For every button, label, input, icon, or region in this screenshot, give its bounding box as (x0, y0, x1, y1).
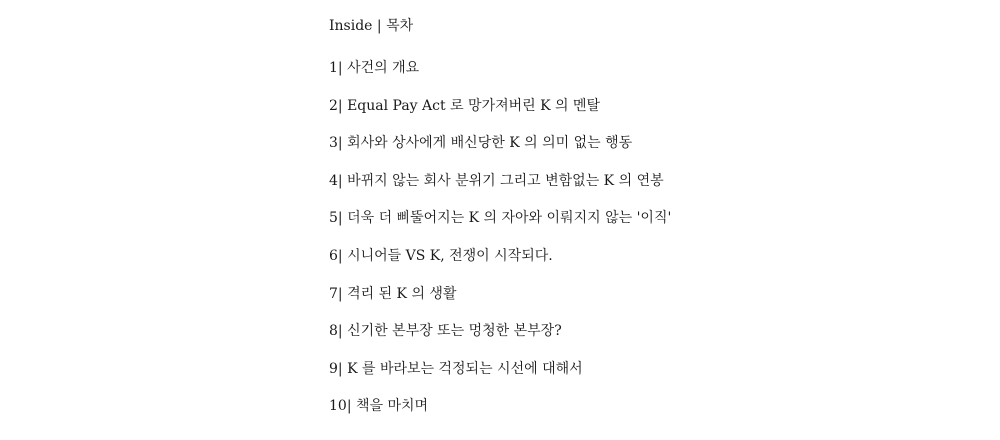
document-body (329, 16, 969, 415)
toc-item-8: 8| 신기한 본부장 또는 멍청한 본부장? (329, 323, 562, 340)
document-title: Inside | 목차 (329, 18, 414, 34)
toc-item-3: 3| 회사와 상사에게 배신당한 K 의 의미 없는 행동 (329, 135, 633, 152)
toc-item-4: 4| 바뀌지 않는 회사 분위기 그리고 변함없는 K 의 연봉 (329, 172, 664, 189)
toc-item-5: 5| 더욱 더 삐뚤어지는 K 의 자아와 이뤄지지 않는 '이직' (329, 210, 672, 227)
toc-item-6: 6| 시니어들 VS K, 전쟁이 시작되다. (329, 247, 553, 264)
toc-item-2: 2| Equal Pay Act 로 망가져버린 K 의 멘탈 (329, 97, 601, 114)
toc-item-9: 9| K 를 바라보는 걱정되는 시선에 대해서 (329, 360, 583, 377)
toc-item-7: 7| 격리 된 K 의 생활 (329, 285, 457, 302)
table-of-contents (329, 58, 671, 434)
toc-item-1: 1| 사건의 개요 (329, 60, 420, 76)
toc-item-10: 10| 책을 마치며 (329, 398, 429, 415)
